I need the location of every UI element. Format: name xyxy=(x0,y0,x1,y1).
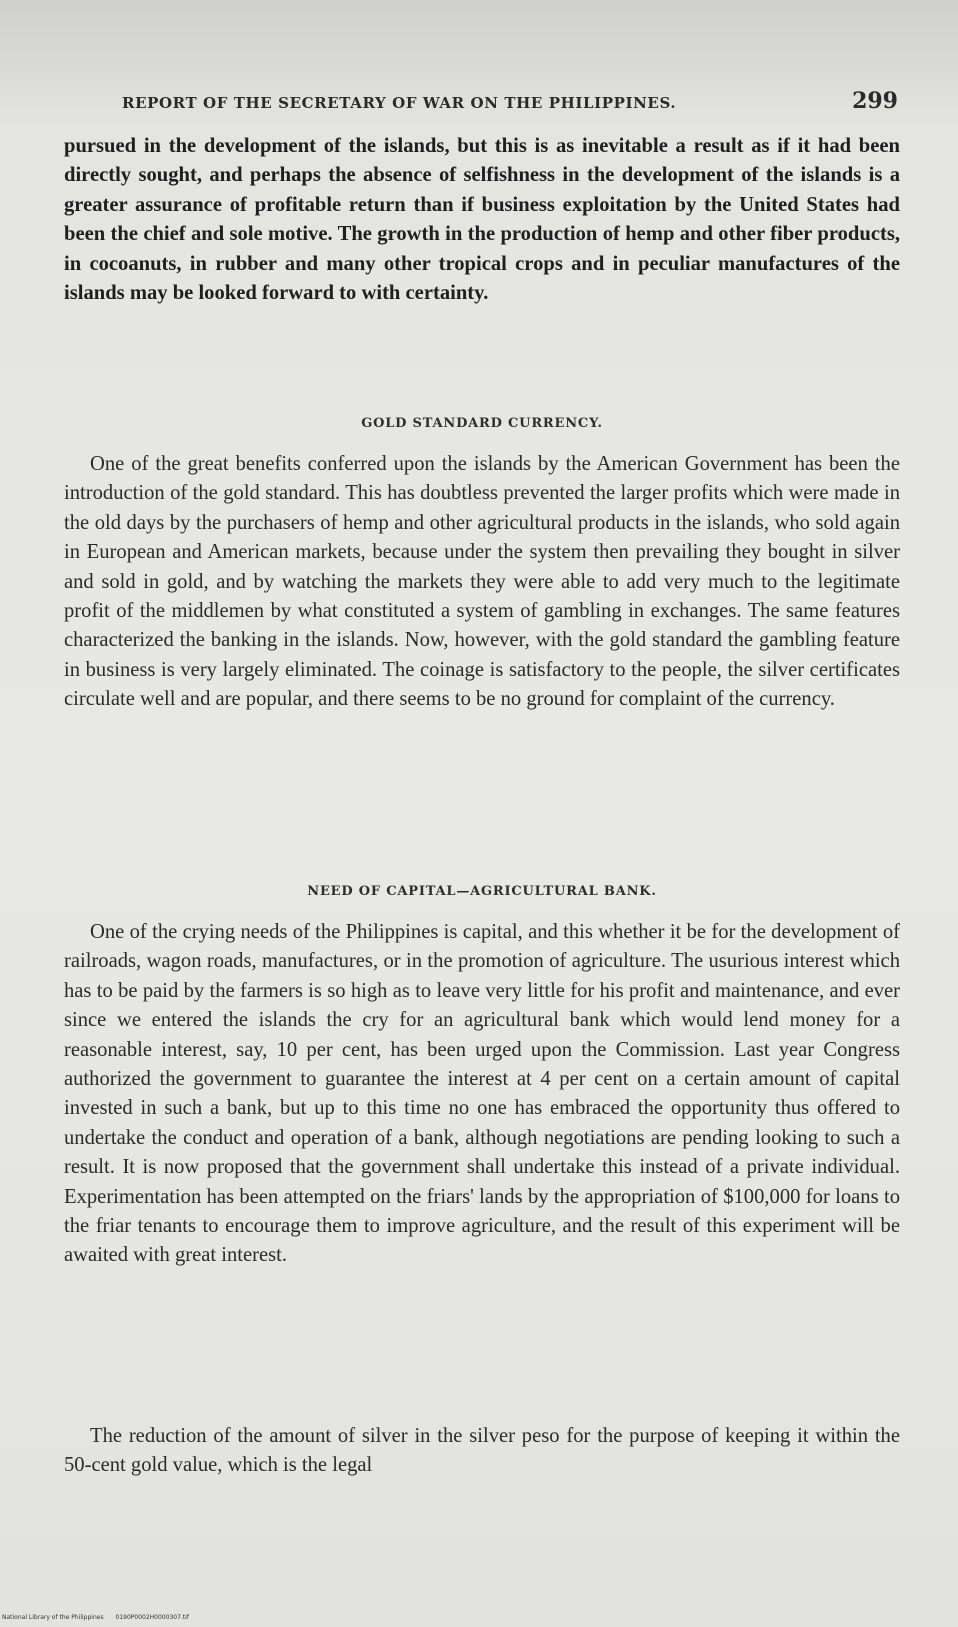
scan-footer xyxy=(2,1614,199,1621)
paragraph-text: One of the great benefits conferred upon the islands by the American Government has been the introduction of the gold standard. This has doubtless prevented the larger profits which were made in the old days by the purchasers of hemp and other agricultural products in the islands, who sold again in European and American markets, because under the system then prevailing they bought in silver and sold in gold, and by watching the markets they were able to add very much to the legitimate profit of the middlemen by what constituted a system of gambling in exchanges. The same features characterized the banking in the islands. Now, however, with the gold standard the gambling feature in business is very largely eliminated. The coinage is satisfactory to the people, the silver certificates circulate well and are popular, and there seems to be no ground for complaint of the currency. xyxy=(64,453,900,711)
section-heading-capital: NEED OF CAPITAL—AGRICULTURAL BANK. xyxy=(307,884,657,899)
section-heading-gold-standard: GOLD STANDARD CURRENCY. xyxy=(361,416,603,431)
running-header xyxy=(122,88,898,114)
paragraph-text: The reduction of the amount of silver in the silver peso for the purpose of keeping it within the 50-cent gold value, which is the legal xyxy=(64,1425,900,1477)
footer-library: National Library of the Philippines xyxy=(2,1614,104,1621)
paragraph-silver-reduction xyxy=(64,1422,900,1481)
paragraph-capital xyxy=(64,918,900,1271)
paragraph-text: One of the crying needs of the Philippines is capital, and this whether it be for the development of railroads, wagon roads, manufactures, or in the promotion of agriculture. The usurious interest which has to be paid by the farmers is so high as to leave very little for his profit and maintenance, and ever since we entered the islands the cry for an agricultural bank which would lend money for a reasonable interest, say, 10 per cent, has been urged upon the Commission. Last year Congress authorized the government to guarantee the interest at 4 per cent on a certain amount of capital invested in such a bank, but up to this time no one has embraced the opportunity thus offered to undertake the conduct and operation of a bank, although negotiations are pending looking to such a result. It is now proposed that the government shall undertake this instead of a private individual. Experimentation has been attempted on the friars' lands by the appropriation of $100,000 for loans to the friar tenants to encourage them to improve agriculture, and the result of this experiment will be awaited with great interest. xyxy=(64,921,900,1267)
footer-code: 0190P0002H0000307.tif xyxy=(115,1614,189,1621)
paragraph-text: pursued in the development of the islands, but this is as inevitable a result as if it had been directly sought, and perhaps the absence of selfishness in the development of the islands is a greater assurance of profitable return than if business exploitation by the United States had been the chief and sole motive. The growth in the production of hemp and other fiber products, in cocoanuts, in rubber and many other tropical crops and in peculiar manufactures of the islands may be looked forward to with certainty. xyxy=(64,135,900,305)
paragraph-gold-standard xyxy=(64,450,900,715)
page-number: 299 xyxy=(852,88,898,114)
paragraph-continued xyxy=(64,132,900,308)
running-title: REPORT OF THE SECRETARY OF WAR ON THE PHILIPPINES. xyxy=(122,94,677,112)
